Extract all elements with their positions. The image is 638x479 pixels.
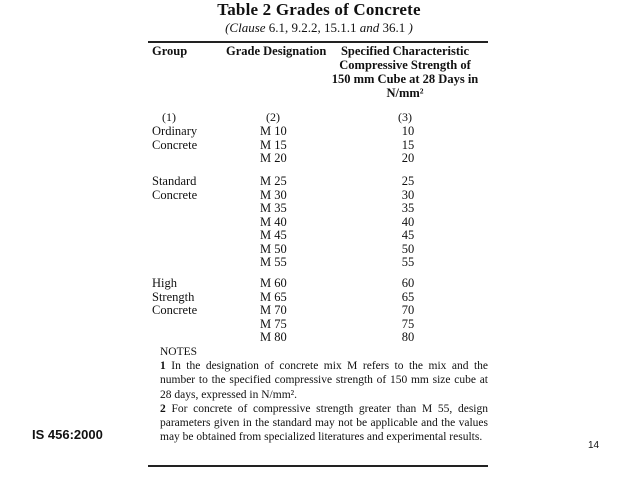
note-1-number: 1 xyxy=(160,360,166,373)
note-2-text: For concrete of compressive strength greater than M 55, design parameters given in the standard may not be applicable and the values may be obtained from specialized literatures and experimental results. xyxy=(160,402,488,444)
strength-value: 70 xyxy=(401,303,415,317)
clause-last: 36.1 xyxy=(382,20,406,35)
grade-designation: M 45 xyxy=(260,228,287,242)
notes-heading: NOTES xyxy=(160,346,198,358)
grade-designation: M 75 xyxy=(260,316,287,331)
group-label-line: Standard xyxy=(152,174,197,188)
note-1 xyxy=(160,359,488,402)
strength-value: 10 xyxy=(401,124,415,138)
notes-section xyxy=(160,345,488,444)
grade-designation: M 25 xyxy=(260,174,287,188)
header-strength-line: Specified Characteristic xyxy=(340,44,470,58)
header-group: Group xyxy=(152,44,188,58)
header-strength xyxy=(324,44,486,100)
header-grade: Grade Designation xyxy=(226,44,327,58)
grade-designation: M 80 xyxy=(260,330,287,344)
header-strength-line: N/mm² xyxy=(386,86,424,100)
top-rule xyxy=(148,41,488,43)
grade-designation: M 65 xyxy=(260,289,287,304)
clause-reference xyxy=(0,20,638,36)
strength-value: 45 xyxy=(401,228,415,242)
strength-value: 35 xyxy=(401,201,415,215)
column-number-2: (2) xyxy=(266,110,280,124)
column-number-3: (3) xyxy=(398,110,412,124)
bottom-rule xyxy=(148,465,488,467)
grade-designation: M 40 xyxy=(260,214,287,229)
header-strength-line: 150 mm Cube at 28 Days in xyxy=(331,72,479,86)
clause-prefix: (Clause xyxy=(225,20,269,35)
page-number: 14 xyxy=(588,440,600,451)
table-title: Table 2 Grades of Concrete xyxy=(217,0,421,19)
group-label-line: High xyxy=(152,276,177,290)
column-number-1: (1) xyxy=(162,110,176,124)
group-label-line: Concrete xyxy=(152,303,198,317)
clause-and: and xyxy=(356,20,383,35)
strength-value: 65 xyxy=(401,289,415,304)
group-label-line: Strength xyxy=(152,289,195,304)
grade-designation: M 55 xyxy=(260,255,287,269)
group-label-line: Ordinary xyxy=(152,124,198,138)
note-2 xyxy=(160,402,488,445)
grade-designation: M 35 xyxy=(260,201,287,215)
grade-designation: M 50 xyxy=(260,241,287,256)
grade-designation: M 30 xyxy=(260,187,287,202)
strength-value: 75 xyxy=(401,316,415,331)
grade-designation: M 20 xyxy=(260,151,287,165)
strength-value: 40 xyxy=(401,214,415,229)
strength-value: 55 xyxy=(401,255,415,269)
grade-designation: M 15 xyxy=(260,137,287,152)
strength-value: 20 xyxy=(401,151,415,165)
note-1-text: In the designation of concrete mix M refers to the mix and the number to the specified compressive strength of 150 mm size cube at 28 days, expressed in N/mm². xyxy=(160,360,488,401)
strength-value: 60 xyxy=(401,276,415,290)
grade-designation: M 60 xyxy=(260,276,287,290)
strength-value: 15 xyxy=(401,137,415,152)
grade-designation: M 10 xyxy=(260,124,287,138)
note-2-number: 2 xyxy=(160,402,166,415)
clause-refs: 6.1, 9.2.2, 15.1.1 xyxy=(268,20,357,35)
group-label-line: Concrete xyxy=(152,187,198,202)
standard-code: IS 456:2000 xyxy=(32,427,103,442)
group-label-line: Concrete xyxy=(152,137,198,152)
grade-designation: M 70 xyxy=(260,303,287,317)
strength-value: 30 xyxy=(401,187,415,202)
strength-value: 25 xyxy=(401,174,415,188)
strength-value: 50 xyxy=(401,241,415,256)
clause-suffix: ) xyxy=(405,20,413,35)
header-strength-line: Compressive Strength of xyxy=(339,58,471,72)
strength-value: 80 xyxy=(401,330,415,344)
